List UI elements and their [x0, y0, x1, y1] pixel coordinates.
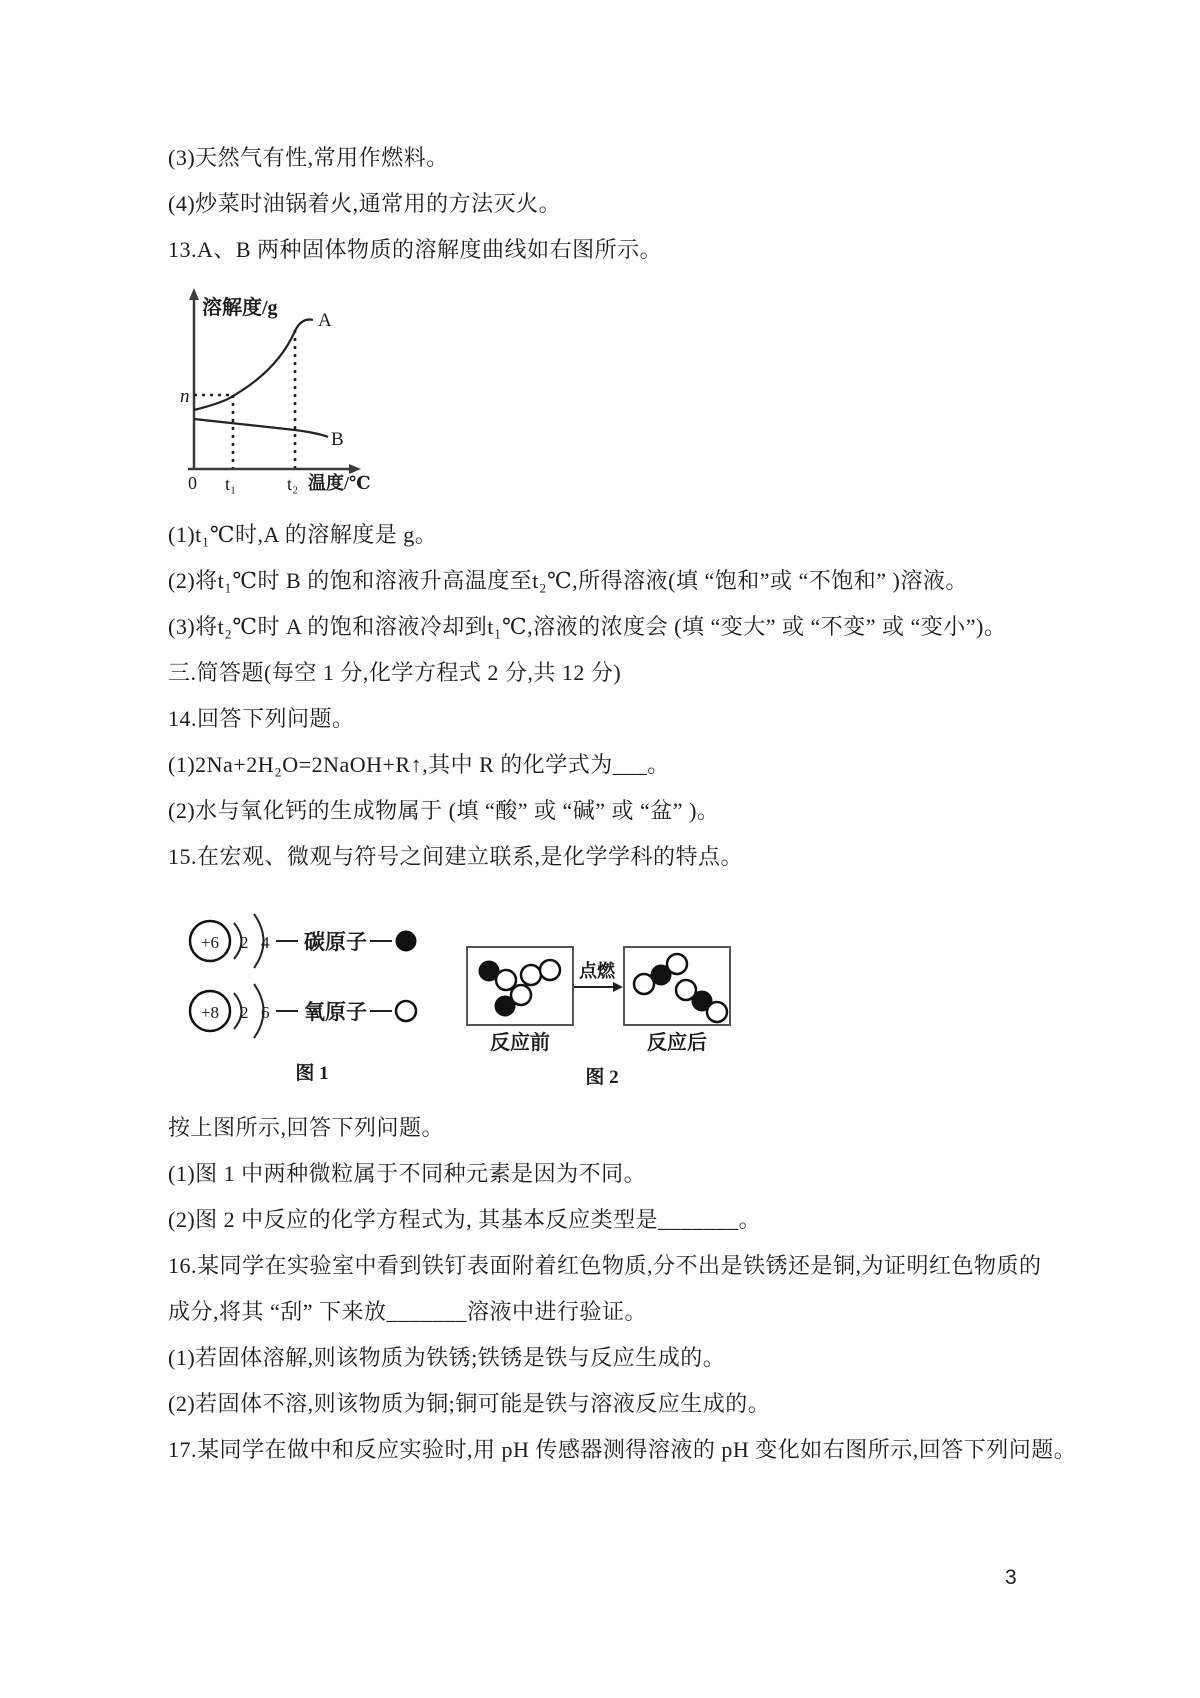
figure-2-caption: 图 2	[585, 1067, 619, 1088]
figure-1-caption: 图 1	[295, 1063, 329, 1084]
question-15-figure	[172, 891, 1145, 1098]
carbon-inner-electrons: 2	[240, 933, 249, 952]
carbon-symbol-icon	[396, 931, 416, 951]
question-13-sub-2: (2)将t₁℃时 B 的饱和溶液升高温度至t₂℃,所得溶液(填 “饱和”或 “不饱和” )溶液。	[168, 568, 968, 593]
solubility-curve-figure	[180, 284, 1145, 503]
question-12-item-3: (3)天然气有性,常用作燃料。	[168, 145, 449, 170]
question-16-sub-2: (2)若固体不溶,则该物质为铜;铜可能是铁与溶液反应生成的。	[168, 1391, 771, 1416]
question-15-stem: 15.在宏观、微观与符号之间建立联系,是化学学科的特点。	[168, 844, 744, 869]
atoms-and-reaction-figure	[172, 891, 752, 1093]
question-12-item-4: (4)炒菜时油锅着火,通常用的方法灭火。	[168, 191, 562, 216]
t2-tick-label: t₂	[287, 474, 299, 494]
reaction-arrow-head-icon	[613, 982, 623, 992]
oxygen-inner-electrons: 2	[240, 1003, 249, 1022]
question-16-sub-1: (1)若固体溶解,则该物质为铁锈;铁锈是铁与反应生成的。	[168, 1345, 726, 1370]
question-17-stem: 17.某同学在做中和反应实验时,用 pH 传感器测得溶液的 pH 变化如右图所示,回答下列问题。	[168, 1437, 1077, 1462]
question-13-sub-3: (3)将t₂℃时 A 的饱和溶液冷却到t₁℃,溶液的浓度会 (填 “变大” 或 “不变” 或 “变小”)。	[168, 614, 1007, 639]
oxygen-atom-diagram	[190, 984, 416, 1038]
question-15-intro: 按上图所示,回答下列问题。	[168, 1115, 445, 1140]
y-axis-label: 溶解度/g	[202, 297, 278, 319]
page-number: 3	[1005, 1566, 1017, 1589]
question-15-sub-2: (2)图 2 中反应的化学方程式为, 其基本反应类型是_______。	[168, 1207, 762, 1232]
question-14-sub-1: (1)2Na+2H₂O=2NaOH+R↑,其中 R 的化学式为___。	[168, 752, 670, 777]
ignite-arrow-label: 点燃	[579, 961, 615, 981]
co2-molecule-oxygen-icon	[707, 1002, 727, 1022]
before-reaction-label: 反应前	[490, 1032, 550, 1054]
t1-tick-label: t₁	[225, 474, 237, 494]
n-tick-label: n	[180, 386, 190, 407]
oxygen-symbol-icon	[396, 1001, 416, 1021]
carbon-atom-diagram	[190, 914, 416, 968]
question-13-stem: 13.A、B 两种固体物质的溶解度曲线如右图所示。	[168, 237, 663, 262]
oxygen-nucleus-charge: +8	[200, 1003, 220, 1022]
section-3-header: 三.简答题(每空 1 分,化学方程式 2 分,共 12 分)	[168, 660, 622, 685]
question-14-sub-2: (2)水与氧化钙的生成物属于 (填 “酸” 或 “碱” 或 “盆” )。	[168, 798, 720, 823]
solubility-curve-chart	[180, 284, 395, 498]
x-axis-label: 温度/℃	[308, 473, 371, 493]
question-15-sub-1: (1)图 1 中两种微粒属于不同种元素是因为不同。	[168, 1161, 647, 1186]
co-molecule-oxygen-icon	[511, 985, 531, 1005]
o2-molecule-oxygen-icon	[521, 965, 541, 985]
origin-tick-label: 0	[188, 473, 197, 493]
curve-b	[194, 419, 328, 437]
o2-molecule-oxygen-icon	[540, 960, 560, 980]
curve-b-label: B	[331, 429, 344, 450]
carbon-nucleus-charge: +6	[200, 933, 220, 952]
curve-a-label: A	[318, 310, 332, 331]
question-16-stem-line-2: 成分,将其 “刮” 下来放_______溶液中进行验证。	[168, 1299, 648, 1324]
carbon-outer-electrons: 4	[261, 933, 270, 952]
co-molecule-oxygen-icon	[496, 970, 516, 990]
carbon-atom-label: 碳原子	[304, 930, 367, 954]
before-reaction-box	[467, 947, 573, 1025]
y-axis-arrow-icon	[189, 288, 199, 300]
co2-molecule-oxygen-icon	[667, 954, 687, 974]
after-reaction-box	[624, 947, 730, 1025]
oxygen-outer-electrons: 6	[261, 1003, 270, 1022]
oxygen-atom-label: 氧原子	[304, 1000, 367, 1024]
question-14-stem: 14.回答下列问题。	[168, 706, 355, 731]
question-13-sub-1: (1)t₁℃时,A 的溶解度是 g。	[168, 522, 438, 547]
question-16-stem-line-1: 16.某同学在实验室中看到铁钉表面附着红色物质,分不出是铁锈还是铜,为证明红色物质的	[168, 1253, 1042, 1278]
after-reaction-label: 反应后	[647, 1032, 707, 1054]
ignite-arrow	[574, 960, 623, 992]
